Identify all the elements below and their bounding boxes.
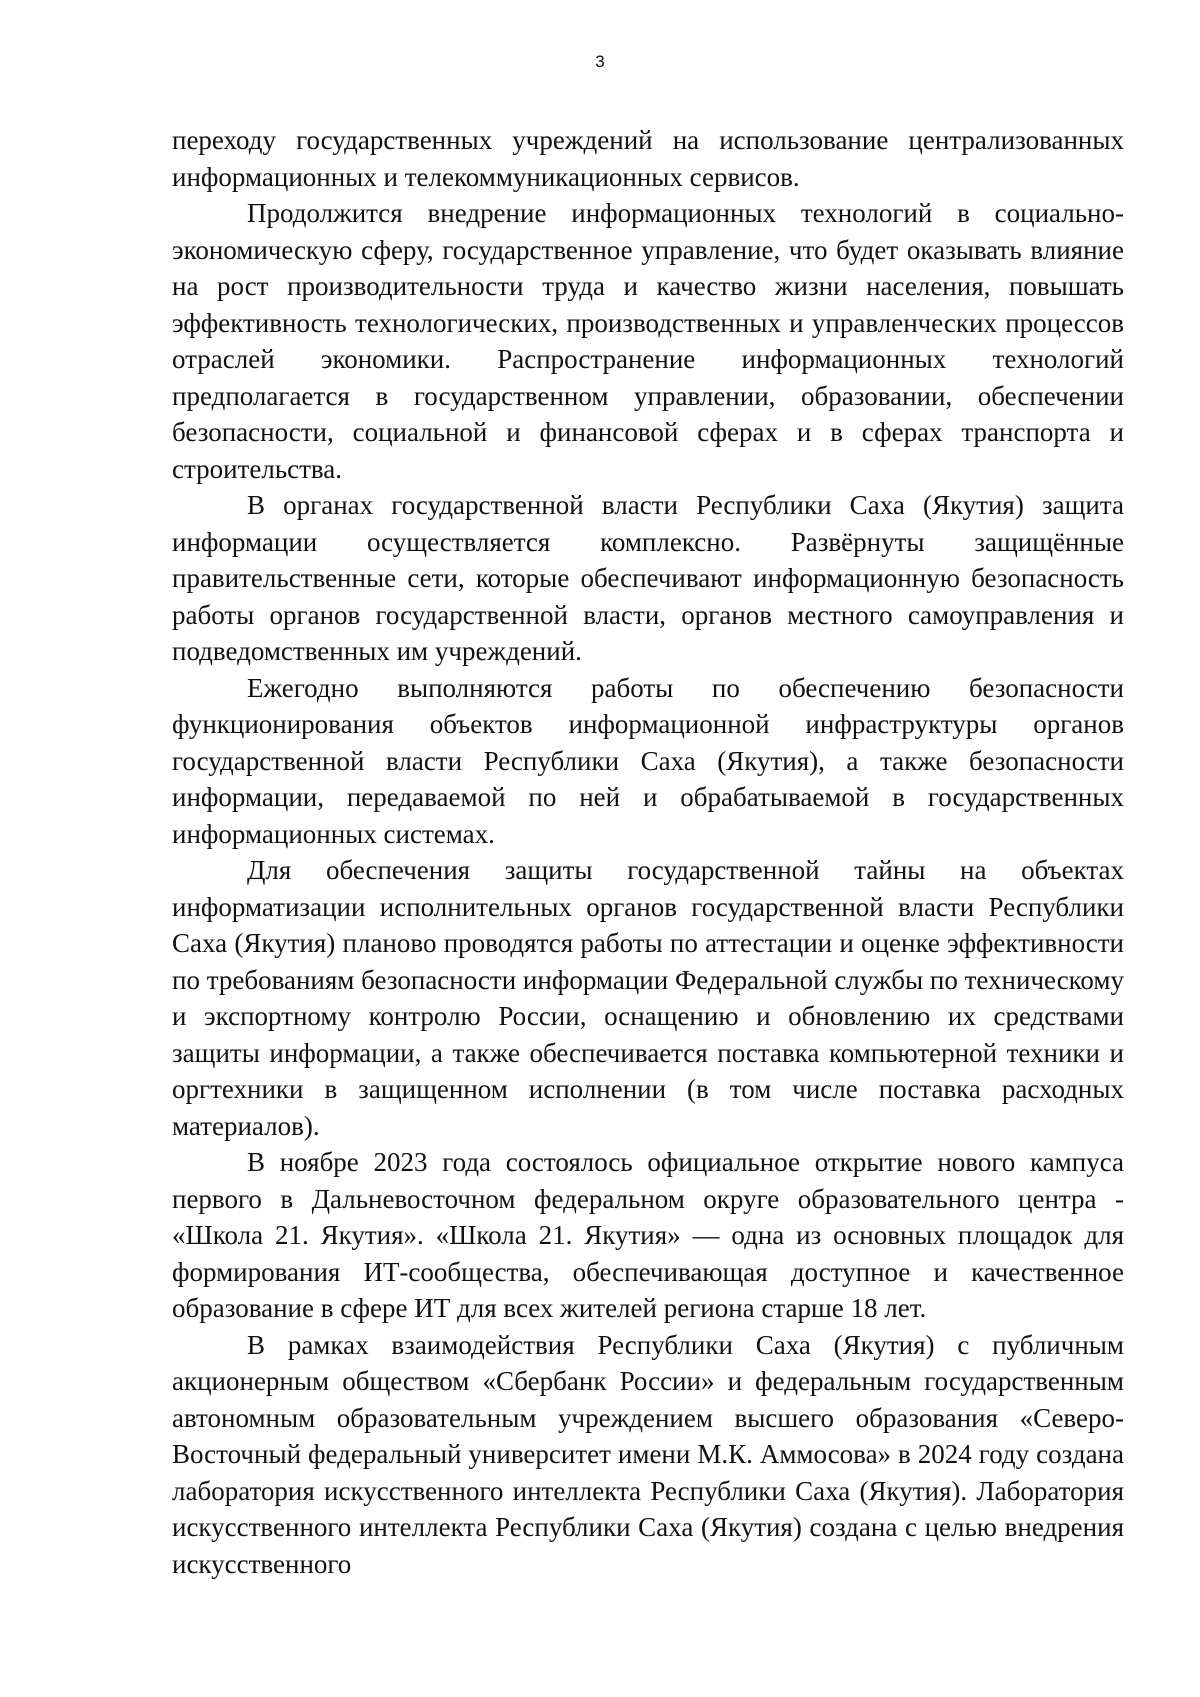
paragraph-7: В рамках взаимодействия Республики Саха (Якутия) с публичным акционерным обществом «Сбербанк России» и федеральным государственным автономным образовательным учреждением высшего образования «Северо-Восточный федеральный университет имени М.К. Аммосова» в 2024 году создана лаборатория искусственного интеллекта Республики Саха (Якутия). Лаборатория искусственного интеллекта Республики Саха (Якутия) создана с целью внедрения искусственного	[172, 1329, 1124, 1579]
page-number: 3	[595, 52, 605, 71]
paragraph-1: переходу государственных учреждений на использование централизованных информационных и телекоммуникационных сервисов.	[172, 125, 1124, 192]
paragraph-2: Продолжится внедрение информационных технологий в социально-экономическую сферу, государственное управление, что будет оказывать влияние на рост производительности труда и качество жизни населения, повышать эффективность технологических, производственных и управленческих процессов отраслей экономики. Распространение информационных технологий предполагается в государственном управлении, образовании, обеспечении безопасности, социальной и финансовой сферах и в сферах транспорта и строительства.	[172, 198, 1124, 484]
paragraph-5: Для обеспечения защиты государственной тайны на объектах информатизации исполнительных органов государственной власти Республики Саха (Якутия) планово проводятся работы по аттестации и оценке эффективности по требованиям безопасности информации Федеральной службы по техническому и экспортному контролю России, оснащению и обновлению их средствами защиты информации, а также обеспечивается поставка компьютерной техники и оргтехники в защищенном исполнении (в том числе поставка расходных материалов).	[172, 855, 1124, 1141]
paragraph-3: В органах государственной власти Республики Саха (Якутия) защита информации осуществляется комплексно. Развёрнуты защищённые правительственные сети, которые обеспечивают информационную безопасность работы органов государственной власти, органов местного самоуправления и подведомственных им учреждений.	[172, 490, 1124, 666]
paragraph-6: В ноябре 2023 года состоялось официальное открытие нового кампуса первого в Дальневосточном федеральном округе образовательного центра - «Школа 21. Якутия». «Школа 21. Якутия» — одна из основных площадок для формирования ИТ-сообщества, обеспечивающая доступное и качественное образование в сфере ИТ для всех жителей региона старше 18 лет.	[172, 1147, 1124, 1323]
document-body	[172, 122, 1124, 1582]
paragraph-4: Ежегодно выполняются работы по обеспечению безопасности функционирования объектов информационной инфраструктуры органов государственной власти Республики Саха (Якутия), а также безопасности информации, передаваемой по ней и обрабатываемой в государственных информационных системах.	[172, 672, 1124, 849]
